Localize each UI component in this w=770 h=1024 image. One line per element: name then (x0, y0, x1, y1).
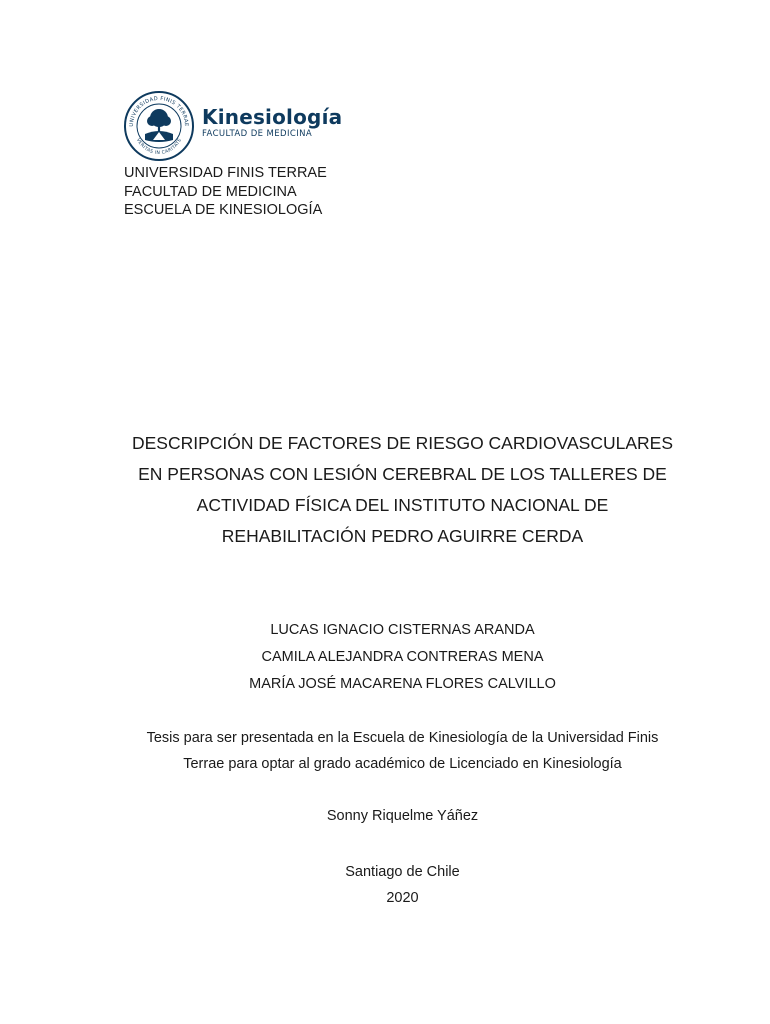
author-name: MARÍA JOSÉ MACARENA FLORES CALVILLO (249, 676, 556, 692)
institution-line: FACULTAD DE MEDICINA (124, 183, 297, 200)
institution-header (124, 164, 327, 220)
brand-subtitle: FACULTAD DE MEDICINA (202, 129, 313, 139)
thesis-statement (100, 725, 705, 777)
location: Santiago de Chile (345, 864, 460, 880)
brand-title: Kinesiología (202, 105, 343, 129)
svg-text:UNIVERSIDAD FINIS TERRAE: UNIVERSIDAD FINIS TERRAE (128, 95, 190, 127)
author-name: CAMILA ALEJANDRA CONTRERAS MENA (261, 649, 544, 665)
thesis-line: Terrae para optar al grado académico de Licenciado en Kinesiología (183, 756, 622, 772)
title-line: REHABILITACIÓN PEDRO AGUIRRE CERDA (221, 526, 584, 546)
thesis-line: Tesis para ser presentada en la Escuela de Kinesiología de la Universidad Finis (146, 730, 659, 746)
faculty-logo (123, 88, 363, 164)
university-seal-icon (123, 88, 195, 164)
place-and-date (100, 859, 705, 911)
title-line: DESCRIPCIÓN DE FACTORES DE RIESGO CARDIOVASCULARES (132, 433, 673, 453)
thesis-title (90, 428, 715, 552)
title-line: ACTIVIDAD FÍSICA DEL INSTITUTO NACIONAL DE (196, 495, 609, 515)
institution-line: ESCUELA DE KINESIOLOGÍA (124, 202, 323, 218)
institution-line: UNIVERSIDAD FINIS TERRAE (124, 165, 327, 181)
advisor-name: Sonny Riquelme Yáñez (326, 808, 479, 824)
year: 2020 (386, 890, 419, 906)
author-name: LUCAS IGNACIO CISTERNAS ARANDA (270, 622, 535, 638)
svg-text:VERITAS IN CARITATE: VERITAS IN CARITATE (134, 137, 184, 157)
author-list (100, 617, 705, 698)
brand-block (202, 106, 342, 140)
title-line: EN PERSONAS CON LESIÓN CEREBRAL DE LOS TALLERES DE (138, 464, 667, 484)
